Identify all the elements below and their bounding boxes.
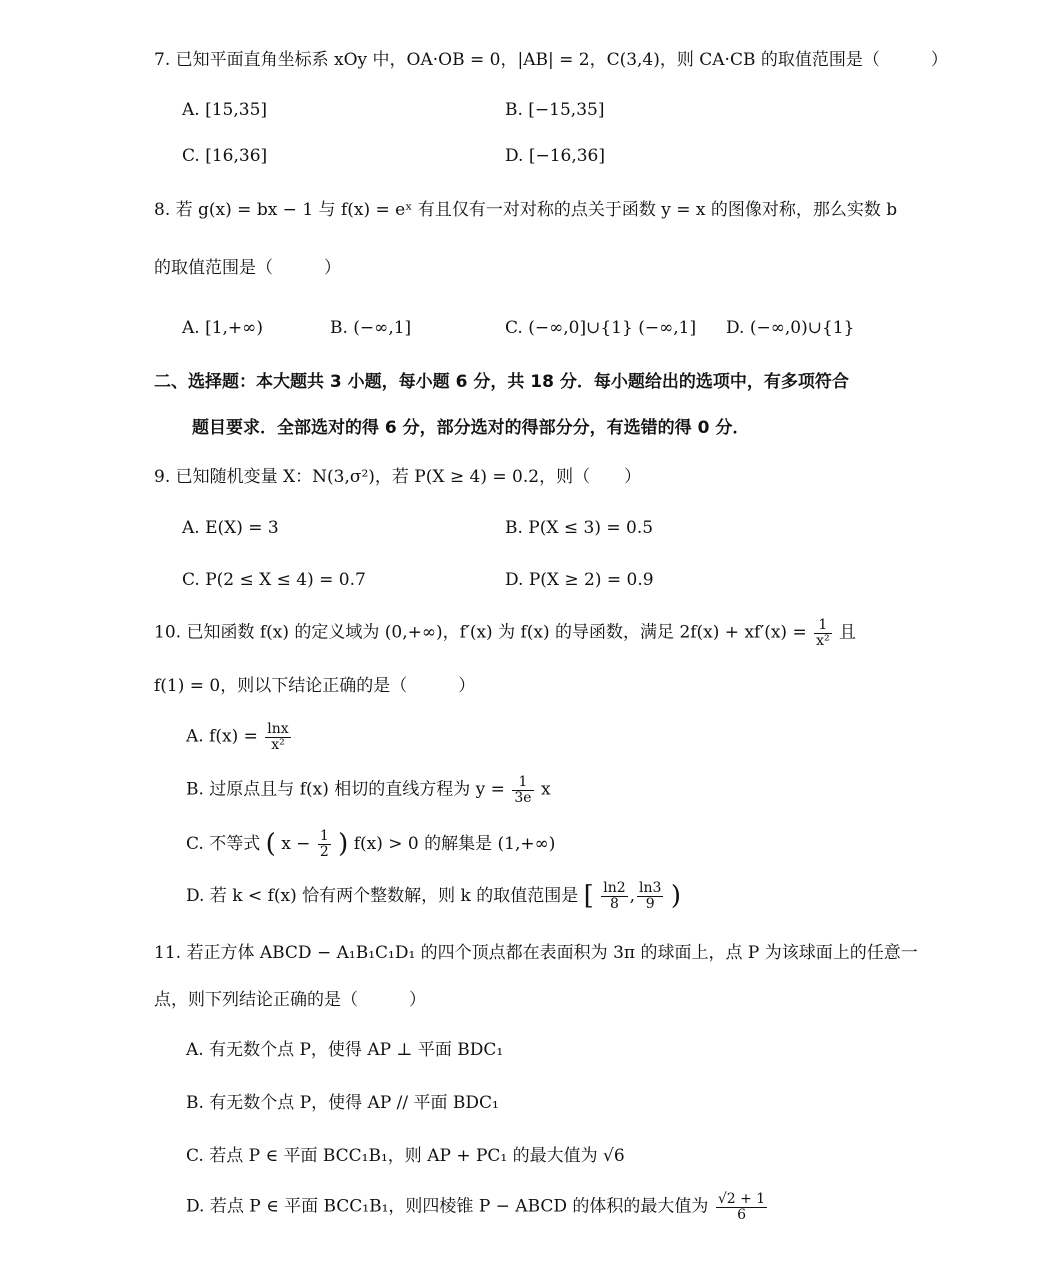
question-8-option-d: D. (−∞,0)∪{1} xyxy=(726,318,855,338)
fraction-denominator: x² xyxy=(816,632,830,649)
fraction-numerator: 1 xyxy=(814,618,832,634)
fraction-denominator: 6 xyxy=(737,1206,746,1223)
question-8-option-b: B. (−∞,1] xyxy=(330,318,412,338)
question-9-option-c: C. P(2 ≤ X ≤ 4) = 0.7 xyxy=(182,570,366,590)
question-7-option-d: D. [−16,36] xyxy=(505,146,606,166)
fraction-denominator: 2 xyxy=(319,843,329,860)
left-bracket: [ xyxy=(583,881,594,911)
question-7-stem: 7. 已知平面直角坐标系 xOy 中，OA·OB = 0，|AB| = 2，C(3,4)，则 CA·CB 的取值范围是（ ） xyxy=(154,50,948,70)
question-9-option-d: D. P(X ≥ 2) = 0.9 xyxy=(505,570,654,590)
question-11-stem-line1: 11. 若正方体 ABCD − A₁B₁C₁D₁ 的四个顶点都在表面积为 3π 的球面上，点 P 为该球面上的任意一 xyxy=(154,943,918,963)
option-b-fraction xyxy=(512,775,533,805)
question-8-stem-line2: 的取值范围是（ ） xyxy=(154,258,341,278)
question-10-stem-text: 10. 已知函数 f(x) 的定义域为 (0,+∞)，f′(x) 为 f(x) 的导函数，满足 2f(x) + xf′(x) = xyxy=(154,622,807,643)
option-d-fraction-1 xyxy=(601,881,627,911)
question-11-option-c: C. 若点 P ∈ 平面 BCC₁B₁，则 AP + PC₁ 的最大值为 √6 xyxy=(186,1146,625,1166)
question-8-option-a: A. [1,+∞) xyxy=(182,318,263,338)
question-10-option-d: D. 若 k < f(x) 恰有两个整数解，则 k 的取值范围是 [ $\frac{\ln 2}{8}$ , $\frac{\ln 3}{9}$ ) xyxy=(186,880,681,912)
option-b-tail: x xyxy=(540,779,551,800)
right-paren: ) xyxy=(670,881,681,911)
option-c-fraction xyxy=(318,829,331,859)
question-9-option-a: A. E(X) = 3 xyxy=(182,518,279,538)
option-c-tail: f(x) > 0 的解集是 (1,+∞) xyxy=(353,833,556,854)
question-9-option-b: B. P(X ≤ 3) = 0.5 xyxy=(505,518,654,538)
fraction-numerator: √2 + 1 xyxy=(717,1191,766,1207)
question-10-stem-line2: f(1) = 0，则以下结论正确的是（ ） xyxy=(154,676,476,696)
left-paren: ( xyxy=(265,829,276,859)
question-11-option-a: A. 有无数个点 P，使得 AP ⊥ 平面 BDC₁ xyxy=(186,1040,504,1060)
option-c-inner: x − xyxy=(281,833,311,854)
question-9-stem: 9. 已知随机变量 X：N(3,σ²)，若 P(X ≥ 4) = 0.2，则（ ） xyxy=(154,467,642,487)
section-2-heading-line1: 二、选择题：本大题共 3 小题，每小题 6 分，共 18 分．每小题给出的选项中，有多项符合 xyxy=(154,372,849,392)
right-paren: ) xyxy=(338,829,349,859)
fraction-numerator: ln3 xyxy=(639,880,662,897)
question-10-option-a xyxy=(186,722,293,752)
option-d-text: D. 若 k < f(x) 恰有两个整数解，则 k 的取值范围是 xyxy=(186,885,579,906)
fraction-denominator: 8 xyxy=(609,895,619,912)
question-10-option-c xyxy=(186,828,555,861)
question-7-option-a: A. [15,35] xyxy=(182,100,268,120)
option-d-fraction-2 xyxy=(637,881,663,911)
section-2-heading-line2: 题目要求．全部选对的得 6 分，部分选对的得部分分，有选错的得 0 分． xyxy=(192,418,750,438)
option-d-fraction xyxy=(716,1192,767,1222)
fraction-denominator: x² xyxy=(271,736,285,753)
option-b-text: B. 过原点且与 f(x) 相切的直线方程为 y = xyxy=(186,779,505,800)
question-7-option-c: C. [16,36] xyxy=(182,146,268,166)
fraction-denominator: 9 xyxy=(645,895,655,912)
question-10-stem-end: 且 xyxy=(839,622,857,643)
option-c-text: C. 不等式 xyxy=(186,833,261,854)
option-a-text: A. f(x) = xyxy=(186,726,258,747)
question-11-option-d xyxy=(186,1192,769,1222)
question-10-option-b xyxy=(186,775,551,805)
question-8-option-c: C. (−∞,0]∪{1} (−∞,1] xyxy=(505,318,697,338)
fraction-denominator: 3e xyxy=(514,789,532,806)
question-11-option-b: B. 有无数个点 P，使得 AP // 平面 BDC₁ xyxy=(186,1093,499,1113)
fraction-numerator: 1 xyxy=(512,775,533,791)
option-a-fraction xyxy=(265,722,290,752)
question-11-stem-line2: 点，则下列结论正确的是（ ） xyxy=(154,990,426,1010)
fraction-numerator: 1 xyxy=(319,828,329,845)
question-10-stem-fraction xyxy=(814,618,832,648)
option-d-text: D. 若点 P ∈ 平面 BCC₁B₁，则四棱锥 P − ABCD 的体积的最大值为 xyxy=(186,1196,709,1217)
question-8-stem-line1: 8. 若 g(x) = bx − 1 与 f(x) = eˣ 有且仅有一对对称的点关于函数 y = x 的图像对称，那么实数 b xyxy=(154,200,898,220)
fraction-numerator: lnx xyxy=(267,721,289,737)
question-7-option-b: B. [−15,35] xyxy=(505,100,605,120)
question-10-stem-line1 xyxy=(154,618,856,648)
fraction-numerator: ln2 xyxy=(603,880,626,897)
